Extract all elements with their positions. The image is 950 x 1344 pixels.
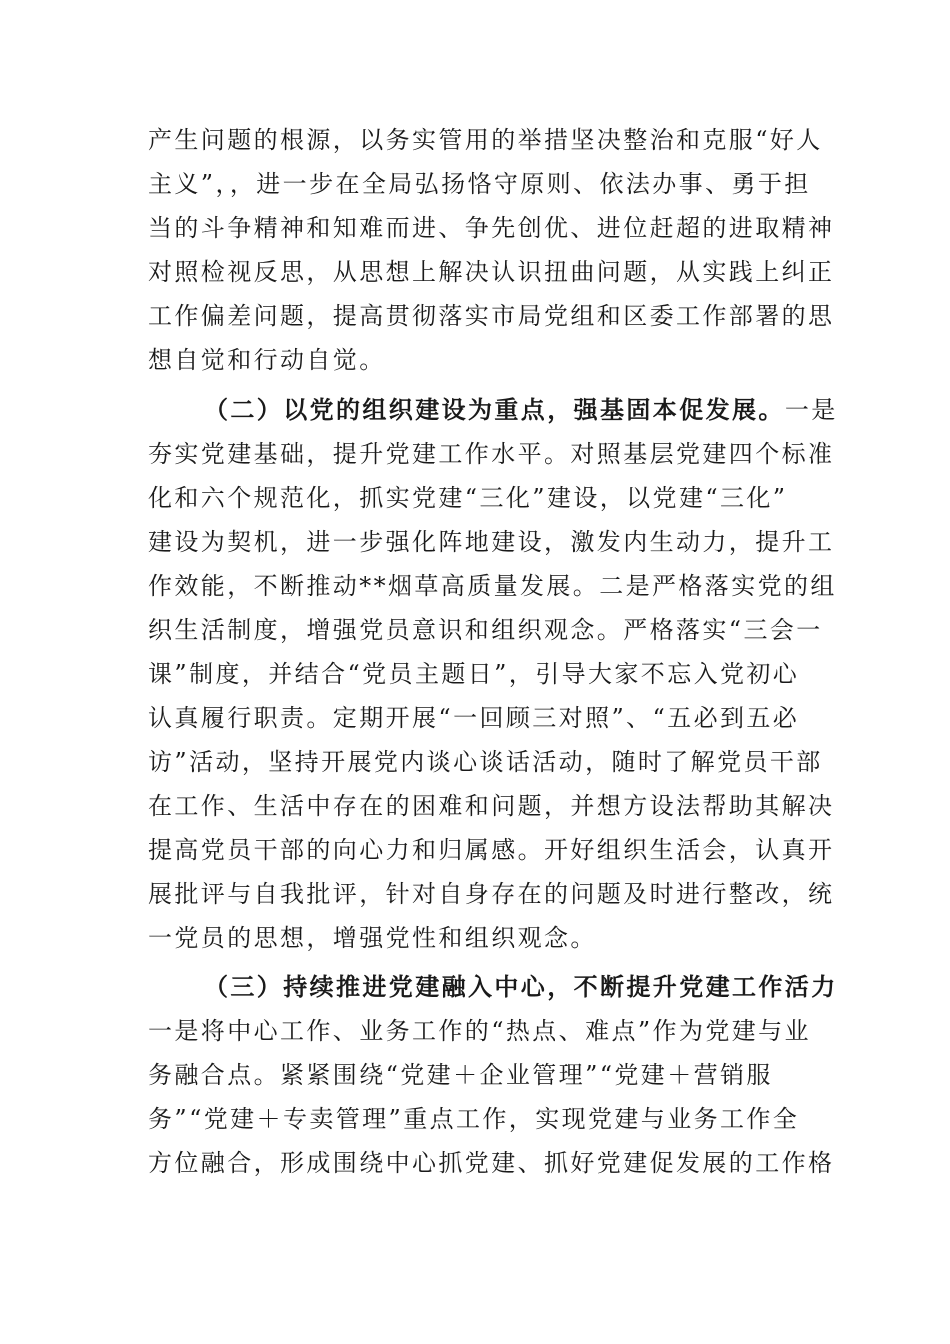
- paragraph-line: 展批评与自我批评，针对自身存在的问题及时进行整改，统: [148, 880, 835, 908]
- paragraph-line: 产生问题的根源，以务实管用的举措坚决整治和克服“好人: [148, 126, 823, 154]
- section-heading-3: （三）持续推进党建融入中心，不断提升党建工作活力: [204, 972, 838, 1001]
- paragraph-line: 一是将中心工作、业务工作的“热点、难点”作为党建与业: [148, 1017, 811, 1045]
- paragraph-2: [148, 388, 838, 960]
- paragraph-line: 工作偏差问题，提高贯彻落实市局党组和区委工作部署的思: [148, 302, 835, 330]
- paragraph-line: 方位融合，形成围绕中心抓党建、抓好党建促发展的工作格: [148, 1149, 835, 1177]
- paragraph-line: 访”活动，坚持开展党内谈心谈话活动，随时了解党员干部: [148, 748, 823, 776]
- paragraph-line: 主义”，，进一步在全局弘扬恪守原则、依法办事、勇于担: [148, 170, 811, 198]
- paragraph-3: [148, 965, 838, 1185]
- paragraph-line: 课”制度，并结合“党员主题日”，引导大家不忘入党初心: [148, 660, 800, 688]
- paragraph-line-rest: 一是: [784, 396, 838, 424]
- paragraph-line: 在工作、生活中存在的困难和问题，并想方设法帮助其解决: [148, 792, 835, 820]
- paragraph-line: 务”“党建＋专卖管理”重点工作，实现党建与业务工作全: [148, 1105, 800, 1133]
- paragraph-line: 建设为契机，进一步强化阵地建设，激发内生动力，提升工: [148, 528, 835, 556]
- paragraph-line: 务融合点。紧紧围绕“党建＋企业管理”“党建＋营销服: [148, 1061, 773, 1089]
- paragraph-1: [148, 118, 835, 382]
- paragraph-line: 对照检视反思，从思想上解决认识扭曲问题，从实践上纠正: [148, 258, 835, 286]
- paragraph-line: 织生活制度，增强党员意识和组织观念。严格落实“三会一: [148, 616, 823, 644]
- paragraph-line: 提高党员干部的向心力和归属感。开好组织生活会，认真开: [148, 836, 835, 864]
- paragraph-line: 作效能，不断推动**烟草高质量发展。二是严格落实党的组: [148, 572, 837, 600]
- paragraph-line: 认真履行职责。定期开展“一回顾三对照”、“五必到五必: [148, 704, 800, 732]
- paragraph-line: 当的斗争精神和知难而进、争先创优、进位赶超的进取精神: [148, 214, 835, 242]
- paragraph-line: 夯实党建基础，提升党建工作水平。对照基层党建四个标准: [148, 440, 835, 468]
- paragraph-line: 化和六个规范化，抓实党建“三化”建设，以党建“三化”: [148, 484, 788, 512]
- section-heading-2: （二）以党的组织建设为重点，强基固本促发展。: [204, 395, 785, 424]
- paragraph-first-line: [204, 388, 838, 432]
- paragraph-line: 一党员的思想，增强党性和组织观念。: [148, 924, 597, 952]
- paragraph-line: 想自觉和行动自觉。: [148, 346, 386, 374]
